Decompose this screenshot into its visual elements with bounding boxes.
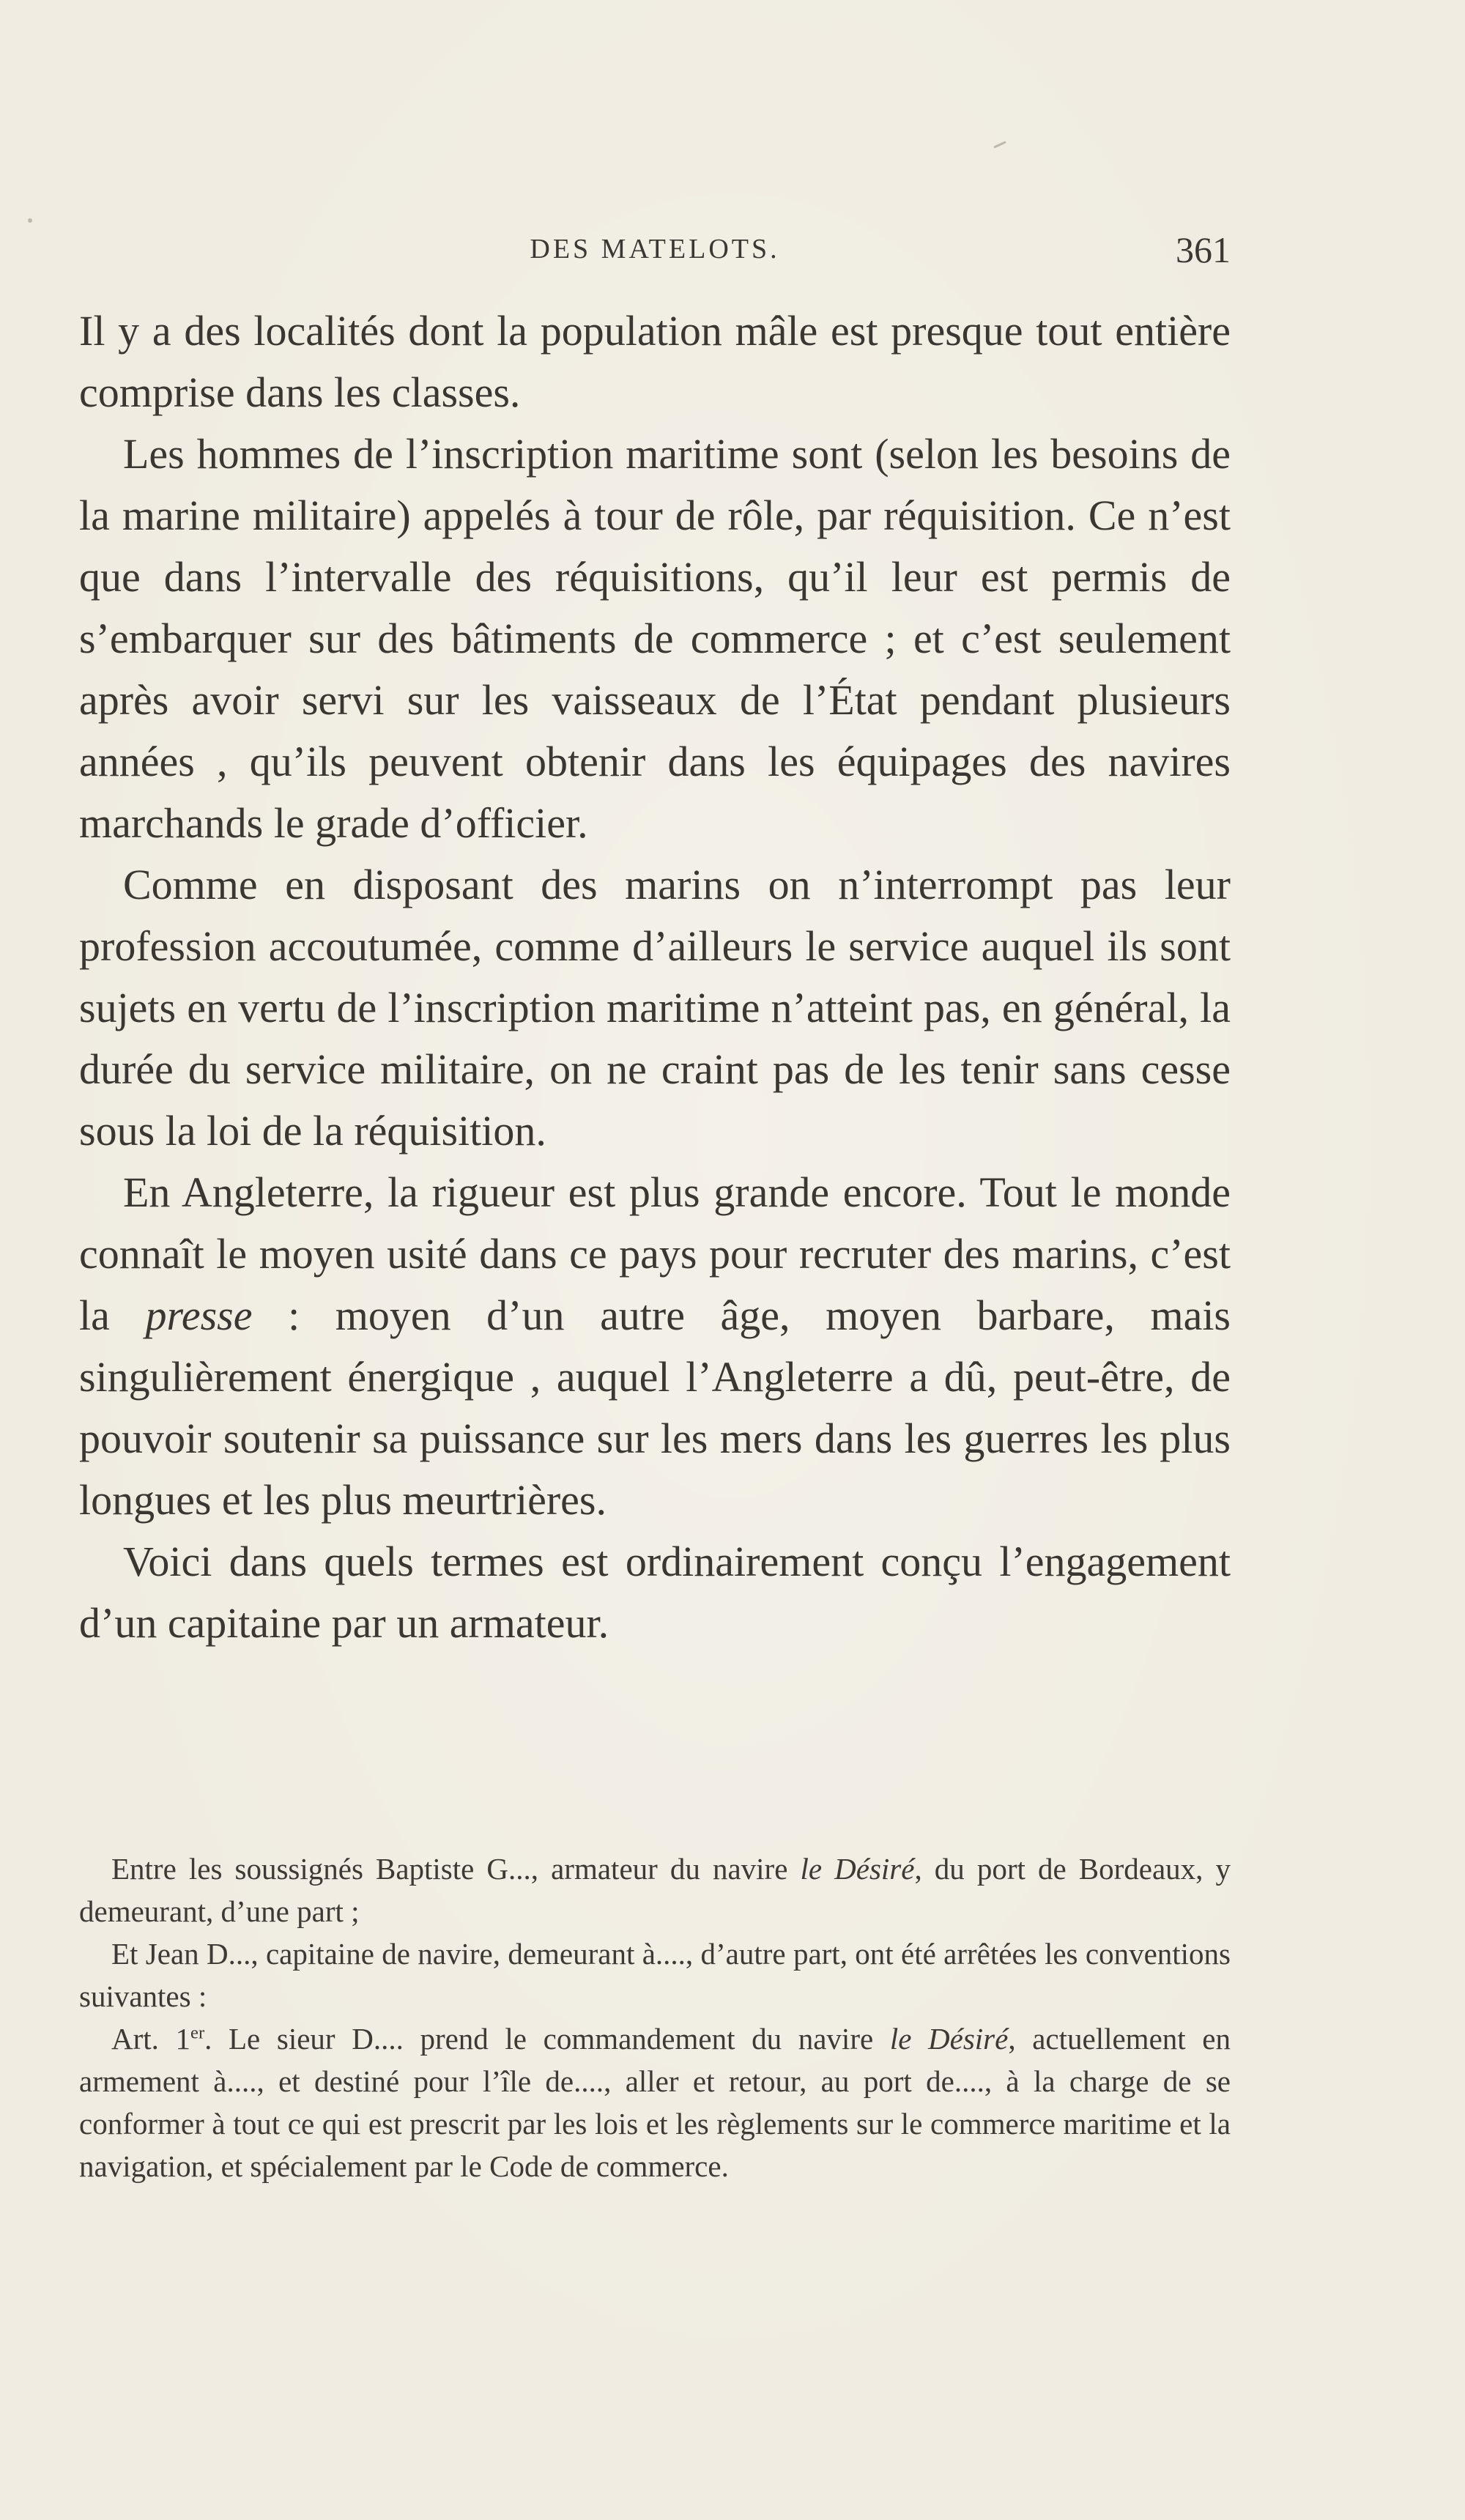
paragraph-4-emphasis: presse (145, 1292, 253, 1339)
paragraph-1: Il y a des localités dont la population mâle est presque tout entière comprise dans les classes. (79, 307, 1231, 416)
paragraph-4 (79, 1162, 1231, 1531)
contract-excerpt (79, 1848, 1231, 2187)
page-number: 361 (1176, 229, 1231, 270)
ship-name-2: le Désiré (889, 2022, 1009, 2056)
article-ordinal: er (190, 2023, 205, 2043)
paper-mark (993, 141, 1006, 148)
paragraph-2: Les hommes de l’inscription maritime sont (selon les besoins de la marine militaire) appelés à tour de rôle, par réquisition. Ce n’est que dans l’intervalle des réquisitions, qu’il leur est permis de s’embarquer sur des bâtiments de commerce ; et c’est seulement après avoir servi sur les vaisseaux de l’État pendant plusieurs années , qu’ils peuvent obtenir dans les équipages des navires marchands le grade d’officier. (79, 430, 1231, 847)
ship-name: le Désiré (800, 1852, 915, 1886)
paragraph-4-text-b: : moyen d’un autre âge, moyen barbare, mais singulièrement énergique , auquel l’Angleterre a dû, peut-être, de pouvoir soutenir sa puissance sur les mers dans les guerres les plus longues et les plus meurtrières. (79, 1292, 1231, 1524)
contract-3-text-a: . Le sieur D.... prend le commandement du navire (204, 2022, 890, 2056)
paragraph-5: Voici dans quels termes est ordinairement conçu l’engagement d’un capitaine par un armateur. (79, 1538, 1231, 1647)
contract-3-text-b: , actuellement en armement à...., et destiné pour l’île de...., aller et retour, au port de...., à la charge de se conformer à tout ce qui est prescrit par les lois et les règlements sur le commerce maritime et la navigation, et spécialement par le Code de commerce. (79, 2022, 1231, 2183)
running-head: DES MATELOTS. (530, 234, 780, 264)
contract-1-text-a: Entre les soussignés Baptiste G..., armateur du navire (111, 1852, 801, 1886)
paragraph-4-text-a: En Angleterre, la rigueur est plus grande encore. Tout le monde connaît le moyen usité dans ce pays pour recruter des marins, c’est la (79, 1168, 1231, 1339)
main-text (79, 300, 1231, 1654)
paragraph-3: Comme en disposant des marins on n’interrompt pas leur profession accoutumée, comme d’ailleurs le service auquel ils sont sujets en vertu de l’inscription maritime n’atteint pas, en général, la durée du service militaire, on ne craint pas de les tenir sans cesse sous la loi de la réquisition. (79, 861, 1231, 1155)
contract-paragraph-1 (79, 1848, 1231, 1932)
page-header (79, 229, 1231, 277)
contract-paragraph-2: Et Jean D..., capitaine de navire, demeurant à...., d’autre part, ont été arrêtées les conventions suivantes : (79, 1937, 1231, 2013)
paper-speck (28, 218, 32, 223)
contract-paragraph-3 (79, 2017, 1231, 2187)
article-label: Art. 1 (111, 2022, 191, 2056)
contract-1-text-b: , du port de Bordeaux, y demeurant, d’une part ; (79, 1852, 1231, 1928)
